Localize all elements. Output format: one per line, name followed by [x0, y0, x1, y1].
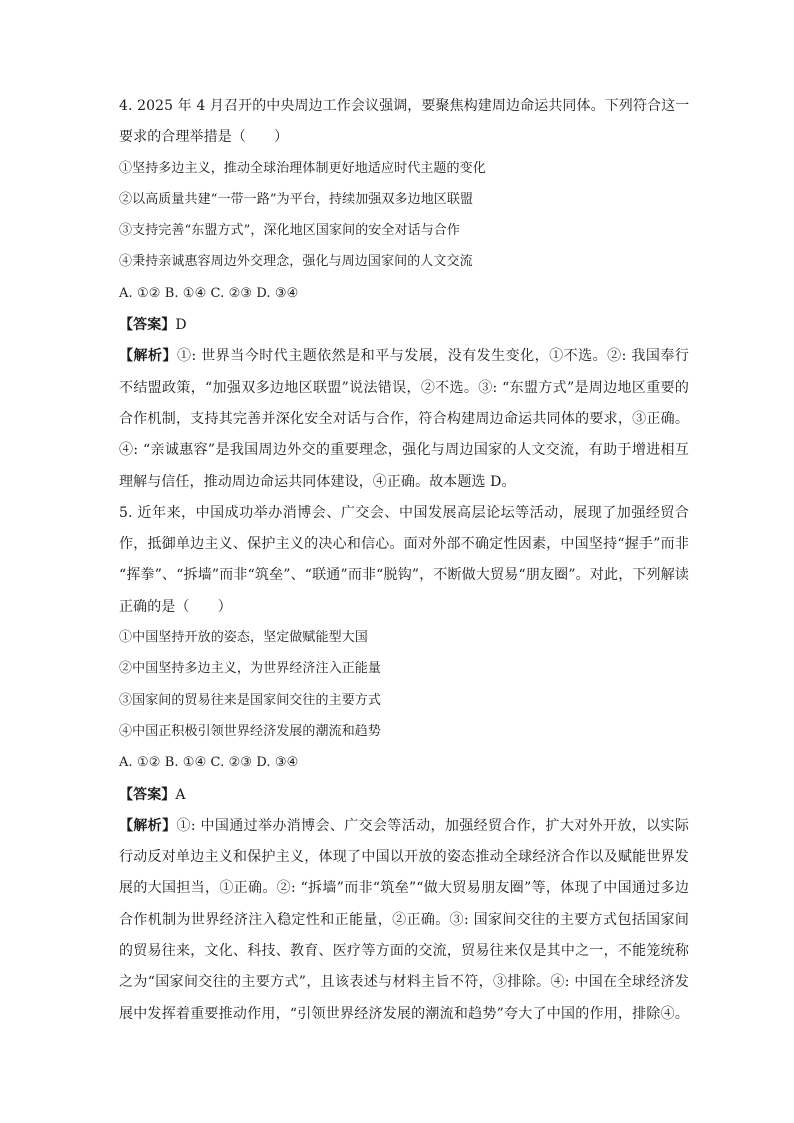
- q5-answer-value: A: [175, 786, 186, 803]
- q4-item-4: ④秉持亲诚惠容周边外交理念，强化与周边国家间的人文交流: [119, 254, 473, 270]
- q5-item-1: ①中国坚持开放的姿态，坚定做赋能型大国: [119, 630, 368, 646]
- q5-item-4: ④中国正积极引领世界经济发展的潮流和趋势: [119, 723, 382, 739]
- q5-analysis-line-1: [119, 816, 689, 847]
- q4-item-3: ③支持完善“东盟方式”，深化地区国家间的安全对话与合作: [119, 223, 460, 239]
- q4-stem-line-1: 4. 2025 年 4 月召开的中央周边工作会议强调，要聚焦构建周边命运共同体。下列符合这一: [119, 98, 690, 114]
- q5-item-3: ③国家间的贸易往来是国家间交往的主要方式: [119, 692, 382, 708]
- q5-answer-label: 【答案】: [119, 786, 176, 803]
- q5-stem-line-4: 正确的是（ ）: [119, 598, 232, 615]
- q4-answer: [119, 315, 689, 346]
- q4-answer-value: D: [175, 317, 187, 334]
- q5-analysis-line-6: 之为“国家间交往的主要方式”，且该表述与材料主旨不符，③排除。④: 中国在全球经济发: [119, 974, 689, 991]
- q4-analysis-line-1: [119, 346, 689, 377]
- q5-choices: A. ①② B. ①④ C. ②③ D. ③④: [119, 755, 299, 771]
- q4-stem-line-2: 要求的合理举措是（ ）: [119, 129, 289, 146]
- q4-answer-label: 【答案】: [119, 317, 176, 334]
- q4-item-1: ①坚持多边主义，推动全球治理体制更好地适应时代主题的变化: [119, 160, 486, 176]
- q5-stem-line-2: 作，抵御单边主义、保护主义的决心和信心。面对外部不确定性因素，中国坚持“握手”而非: [119, 536, 689, 553]
- q5-stem-line-1: 5. 近年来，中国成功举办消博会、广交会、中国发展高层论坛等活动，展现了加强经贸合: [119, 504, 689, 521]
- q4-choices: A. ①② B. ①④ C. ②③ D. ③④: [119, 285, 299, 301]
- q5-analysis-text-1: ①: 中国通过举办消博会、广交会等活动，加强经贸合作，扩大对外开放，以实际: [176, 817, 689, 834]
- q4-analysis-line-2: 不结盟政策，“加强双多边地区联盟”说法错误，②不选。③: “东盟方式”是周边地区重要的: [119, 379, 689, 396]
- q4-analysis-line-4: ④: “亲诚惠容”是我国周边外交的重要理念，强化与周边国家的人文交流，有助于增进相互: [119, 442, 689, 459]
- q4-analysis-text-1: ①: 世界当今时代主题依然是和平与发展，没有发生变化，①不选。②: 我国奉行: [177, 348, 689, 365]
- q5-analysis-line-4: 合作机制为世界经济注入稳定性和正能量，②正确。③: 国家间交往的主要方式包括国家间: [119, 911, 689, 928]
- document-page: [119, 96, 689, 1035]
- q4-analysis-label: 【解析】: [119, 348, 177, 365]
- q4-analysis-line-5: 理解与信任，推动周边命运共同体建设，④正确。故本题选 D。: [119, 473, 516, 490]
- q5-item-2: ②中国坚持多边主义，为世界经济注入正能量: [119, 661, 382, 677]
- q4-analysis-line-3: 合作机制，支持其完善并深化安全对话与合作，符合构建周边命运共同体的要求，③正确。: [119, 410, 689, 427]
- q5-stem-line-3: “挥拳”、“拆墙”而非“筑垒”、“联通”而非“脱钩”，不断做大贸易“朋友圈”。对此，下列解读: [119, 567, 689, 584]
- q5-analysis-line-2: 行动反对单边主义和保护主义，体现了中国以开放的姿态推动全球经济合作以及赋能世界发: [119, 849, 689, 866]
- q5-answer: [119, 785, 689, 816]
- q5-analysis-line-3: 展的大国担当，①正确。②: “拆墙”而非“筑垒”“做大贸易朋友圈”等，体现了中国通过多边: [119, 880, 689, 897]
- q5-analysis-label: 【解析】: [119, 817, 177, 834]
- q4-item-2: ②以高质量共建“一带一路”为平台，持续加强双多边地区联盟: [119, 191, 474, 207]
- q5-analysis-line-5: 的贸易往来，文化、科技、教育、医疗等方面的交流，贸易往来仅是其中之一，不能笼统称: [119, 943, 689, 960]
- q5-analysis-line-7: 展中发挥着重要推动作用，“引领世界经济发展的潮流和趋势”夸大了中国的作用，排除④。: [119, 1005, 689, 1022]
